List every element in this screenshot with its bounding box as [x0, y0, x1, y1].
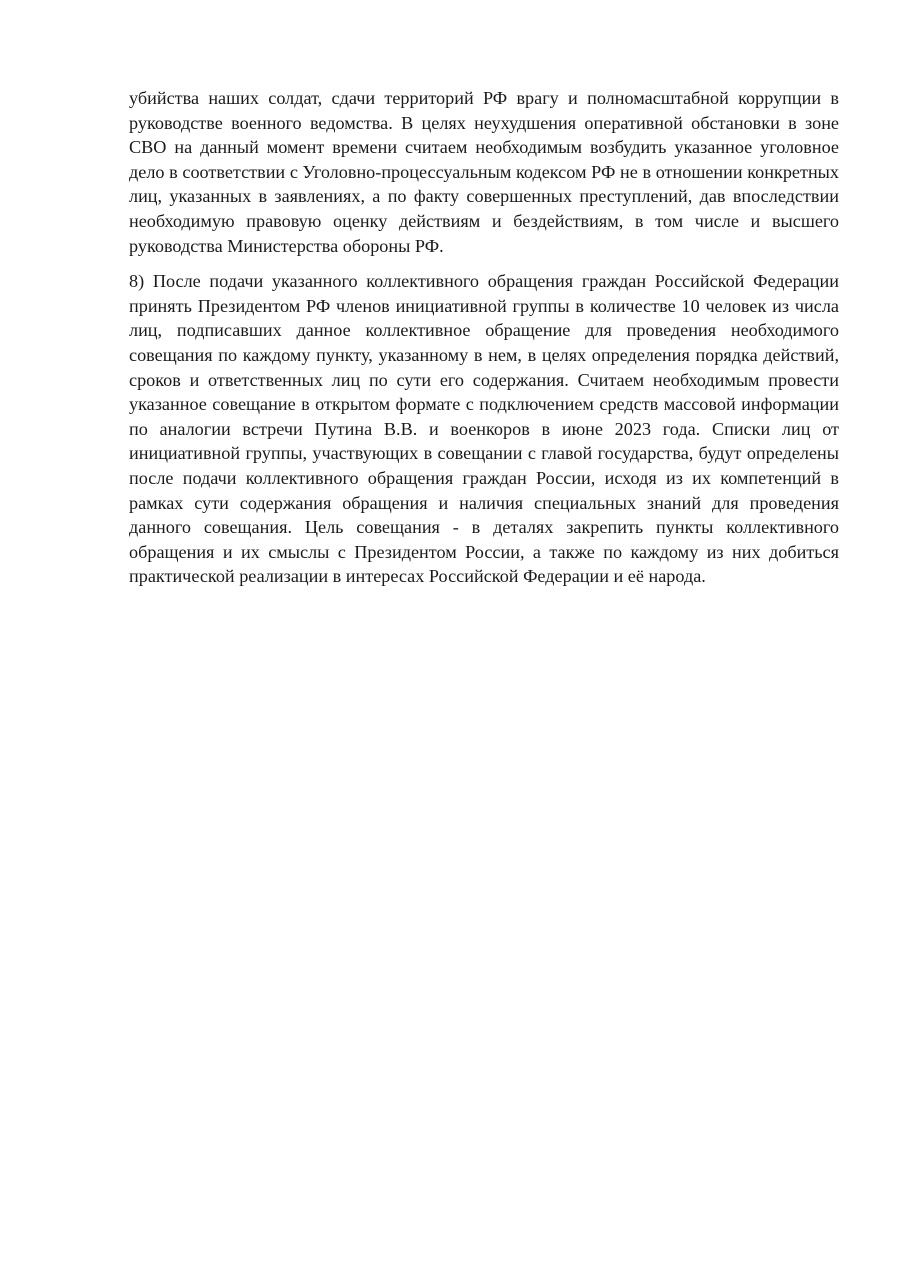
document-body [129, 86, 839, 600]
paragraph-continuation: убийства наших солдат, сдачи территорий РФ врагу и полномасштабной коррупции в руководстве военного ведомства. В целях неухудшения оперативной обстановки в зоне СВО на данный момент времени считаем необходимым возбудить указанное уголовное дело в соответствии с Уголовно-процессуальным кодексом РФ не в отношении конкретных лиц, указанных в заявлениях, а по факту совершенных преступлений, дав впоследствии необходимую правовую оценку действиям и бездействиям, в том числе и высшего руководства Министерства обороны РФ. [129, 88, 839, 256]
paragraph-item-8: 8) После подачи указанного коллективного обращения граждан Российской Федерации принять Президентом РФ членов инициативной группы в количестве 10 человек из числа лиц, подписавших данное коллективное обращение для проведения необходимого совещания по каждому пункту, указанному в нем, в целях определения порядка действий, сроков и ответственных лиц по сути его содержания. Считаем необходимым провести указанное совещание в открытом формате с подключением средств массовой информации по аналогии встречи Путина В.В. и военкоров в июне 2023 года. Списки лиц от инициативной группы, участвующих в совещании с главой государства, будут определены после подачи коллективного обращения граждан России, исходя из их компетенций в рамках сути содержания обращения и наличия специальных знаний для проведения данного совещания. Цель совещания - в деталях закрепить пункты коллективного обращения и их смыслы с Президентом России, а также по каждому из них добиться практической реализации в интересах Российской Федерации и её народа. [129, 271, 839, 587]
